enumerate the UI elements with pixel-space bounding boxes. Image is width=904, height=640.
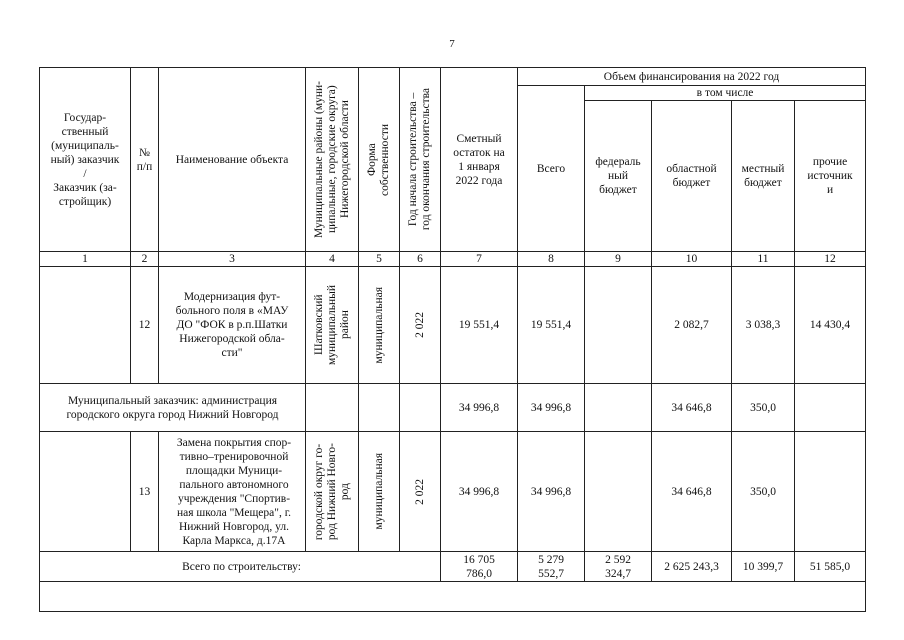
regional-value: 34 646,8 — [652, 384, 732, 432]
empty-row — [40, 582, 866, 612]
ownership-cell — [359, 432, 400, 552]
financing-table — [39, 67, 866, 612]
customer-row — [40, 384, 866, 432]
estimate-value: 34 996,8 — [441, 432, 518, 552]
customer-label: Муниципальный заказчик: администрация городского округа город Нижний Новгород — [40, 384, 306, 432]
ownership: муниципальная — [372, 453, 385, 530]
header-estimate: Сметный остаток на 1 января 2022 года — [441, 68, 518, 252]
total-value: 5 279 552,7 — [518, 552, 585, 582]
local-value: 3 038,3 — [732, 267, 795, 384]
column-number: 1 — [40, 252, 131, 267]
header-customer: Государ- ственный (муниципаль- ный) заказчик / Заказчик (за- стройщик) — [40, 68, 131, 252]
header-ownership: Форма собственности — [366, 123, 391, 196]
district: городской округ го- род Нижний Новго- род — [312, 442, 351, 541]
customer-cell-empty — [40, 432, 131, 552]
column-number: 5 — [359, 252, 400, 267]
header-district-cell — [306, 68, 359, 252]
header-district: Муниципальные районы (муни- ципальные, городские округа) Нижегородской области — [312, 80, 351, 239]
header-object-name: Наименование объекта — [159, 68, 306, 252]
local-value: 10 399,7 — [732, 552, 795, 582]
other-value: 14 430,4 — [795, 267, 866, 384]
total-value: 34 996,8 — [518, 432, 585, 552]
column-number-row — [40, 252, 866, 267]
local-value: 350,0 — [732, 432, 795, 552]
estimate-value: 16 705 786,0 — [441, 552, 518, 582]
header-federal: федераль ный бюджет — [585, 101, 652, 252]
column-number: 12 — [795, 252, 866, 267]
column-number: 6 — [400, 252, 441, 267]
federal-value — [585, 267, 652, 384]
column-number: 11 — [732, 252, 795, 267]
header-other: прочие источник и — [795, 101, 866, 252]
estimate-value: 19 551,4 — [441, 267, 518, 384]
ownership: муниципальная — [372, 286, 385, 364]
column-number: 7 — [441, 252, 518, 267]
column-number: 2 — [131, 252, 159, 267]
regional-value: 2 082,7 — [652, 267, 732, 384]
federal-value: 2 592 324,7 — [585, 552, 652, 582]
local-value: 350,0 — [732, 384, 795, 432]
header-local: местный бюджет — [732, 101, 795, 252]
object-name: Замена покрытия спор- тивно–тренировочной площадки Муници- пального автономного учреждения "Спортив- ная школа "Мещера", г. Нижний Новгород, ул. Карла Маркса, д.17А — [159, 432, 306, 552]
district: Шатковский муниципальный район — [312, 284, 351, 366]
header-years-cell — [400, 68, 441, 252]
column-number: 8 — [518, 252, 585, 267]
page-number: 7 — [449, 38, 455, 50]
column-number: 9 — [585, 252, 652, 267]
district-cell — [306, 432, 359, 552]
construction-years: 2 022 — [413, 478, 426, 505]
column-number: 10 — [652, 252, 732, 267]
column-number: 3 — [159, 252, 306, 267]
header-financing-title: Объем финансирования на 2022 год — [518, 68, 866, 86]
other-value — [795, 432, 866, 552]
table-row — [40, 432, 866, 552]
header-years: Год начала строительства – год окончания строительства — [407, 88, 432, 231]
district-cell — [306, 267, 359, 384]
construction-years: 2 022 — [413, 312, 426, 338]
total-value: 34 996,8 — [518, 384, 585, 432]
header-total: Всего — [518, 86, 585, 252]
row-number: 12 — [131, 267, 159, 384]
column-number: 4 — [306, 252, 359, 267]
years-cell — [400, 432, 441, 552]
regional-value: 2 625 243,3 — [652, 552, 732, 582]
table-row — [40, 267, 866, 384]
regional-value: 34 646,8 — [652, 432, 732, 552]
years-cell — [400, 267, 441, 384]
federal-value — [585, 384, 652, 432]
row-number: 13 — [131, 432, 159, 552]
federal-value — [585, 432, 652, 552]
header-row-1 — [40, 68, 866, 86]
other-value: 51 585,0 — [795, 552, 866, 582]
customer-cell-empty — [40, 267, 131, 384]
other-value — [795, 384, 866, 432]
total-label: Всего по строительству: — [40, 552, 441, 582]
total-row — [40, 552, 866, 582]
header-ownership-cell — [359, 68, 400, 252]
object-name: Модернизация фут- больного поля в «МАУ ДО "ФОК в р.п.Шатки Нижегородской обла- сти" — [159, 267, 306, 384]
header-regional: областной бюджет — [652, 101, 732, 252]
total-value: 19 551,4 — [518, 267, 585, 384]
header-number: № п/п — [131, 68, 159, 252]
estimate-value: 34 996,8 — [441, 384, 518, 432]
header-including: в том числе — [585, 86, 866, 101]
ownership-cell — [359, 267, 400, 384]
